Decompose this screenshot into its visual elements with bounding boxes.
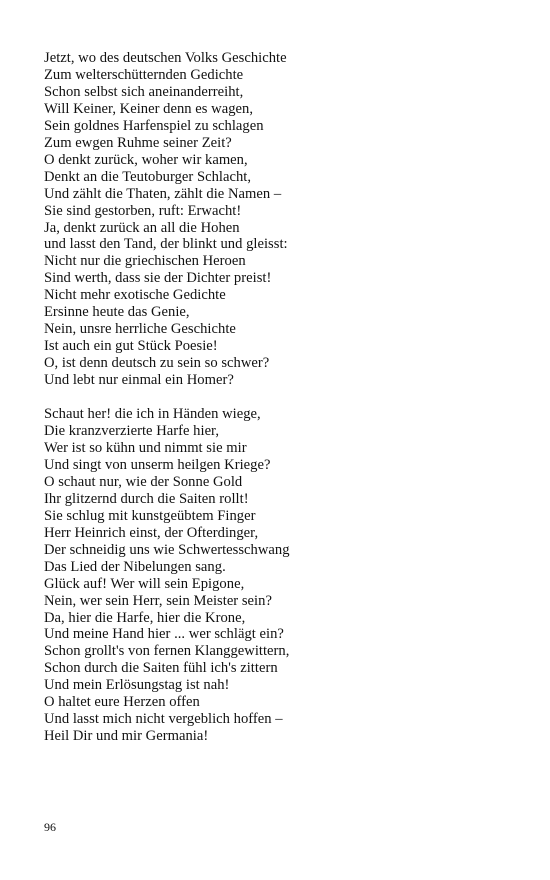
poem-text: [44, 50, 514, 745]
page-number: 96: [44, 820, 56, 834]
poem-line: Denkt an die Teutoburger Schlacht,: [44, 168, 252, 185]
poem-line: Die kranzverzierte Harfe hier,: [44, 423, 220, 440]
poem-line: Schon durch die Saiten fühl ich's zittern: [44, 660, 278, 677]
poem-line: Ist auch ein gut Stück Poesie!: [44, 338, 218, 355]
poem-line: Zum ewgen Ruhme seiner Zeit?: [44, 134, 232, 151]
poem-line: O haltet eure Herzen offen: [44, 694, 200, 711]
poem-line: Sie schlug mit kunstgeübtem Finger: [44, 507, 256, 524]
poem-line: Nein, wer sein Herr, sein Meister sein?: [44, 592, 272, 609]
stanza-2: [44, 406, 514, 745]
poem-line: Schaut her! die ich in Händen wiege,: [44, 406, 261, 423]
poem-line: Und mein Erlösungstag ist nah!: [44, 677, 230, 694]
poem-line: Wer ist so kühn und nimmt sie mir: [44, 439, 247, 456]
poem-line: Ihr glitzernd durch die Saiten rollt!: [44, 490, 249, 507]
poem-line: Da, hier die Harfe, hier die Krone,: [44, 609, 246, 626]
poem-line: Sind werth, dass sie der Dichter preist!: [44, 270, 272, 287]
poem-line: O denkt zurück, woher wir kamen,: [44, 151, 248, 168]
poem-line: Und meine Hand hier ... wer schlägt ein?: [44, 626, 284, 643]
poem-line: O schaut nur, wie der Sonne Gold: [44, 473, 243, 490]
poem-line: Und singt von unserm heilgen Kriege?: [44, 456, 271, 473]
poem-line: Jetzt, wo des deutschen Volks Geschichte: [44, 50, 287, 66]
poem-line: Nicht mehr exotische Gedichte: [44, 287, 226, 304]
poem-line: O, ist denn deutsch zu sein so schwer?: [44, 355, 270, 372]
poem-line: Sie sind gestorben, ruft: Erwacht!: [44, 202, 242, 219]
poem-line: Sein goldnes Harfenspiel zu schlagen: [44, 117, 264, 134]
poem-line: Der schneidig uns wie Schwertesschwang: [44, 541, 290, 558]
stanza-1: [44, 50, 514, 389]
poem-line: Herr Heinrich einst, der Ofterdinger,: [44, 524, 259, 541]
poem-line: Schon selbst sich aneinanderreiht,: [44, 83, 244, 100]
poem-line: Glück auf! Wer will sein Epigone,: [44, 575, 245, 592]
poem-line: Will Keiner, Keiner denn es wagen,: [44, 100, 254, 117]
poem-line: und lasst den Tand, der blinkt und gleisst:: [44, 236, 288, 253]
poem-line: Und lasst mich nicht vergeblich hoffen –: [44, 711, 283, 728]
poem-line: Ersinne heute das Genie,: [44, 304, 190, 321]
poem-line: Heil Dir und mir Germania!: [44, 728, 209, 745]
poem-line: Und zählt die Thaten, zählt die Namen –: [44, 185, 282, 202]
poem-line: Ja, denkt zurück an all die Hohen: [44, 219, 240, 236]
poem-line: Nicht nur die griechischen Heroen: [44, 253, 246, 270]
poem-line: Zum welterschütternden Gedichte: [44, 66, 244, 83]
poem-line: Das Lied der Nibelungen sang.: [44, 558, 226, 575]
poem-line: Nein, unsre herrliche Geschichte: [44, 321, 236, 338]
poem-line: Schon grollt's von fernen Klanggewittern,: [44, 643, 290, 660]
poem-line: Und lebt nur einmal ein Homer?: [44, 372, 234, 389]
